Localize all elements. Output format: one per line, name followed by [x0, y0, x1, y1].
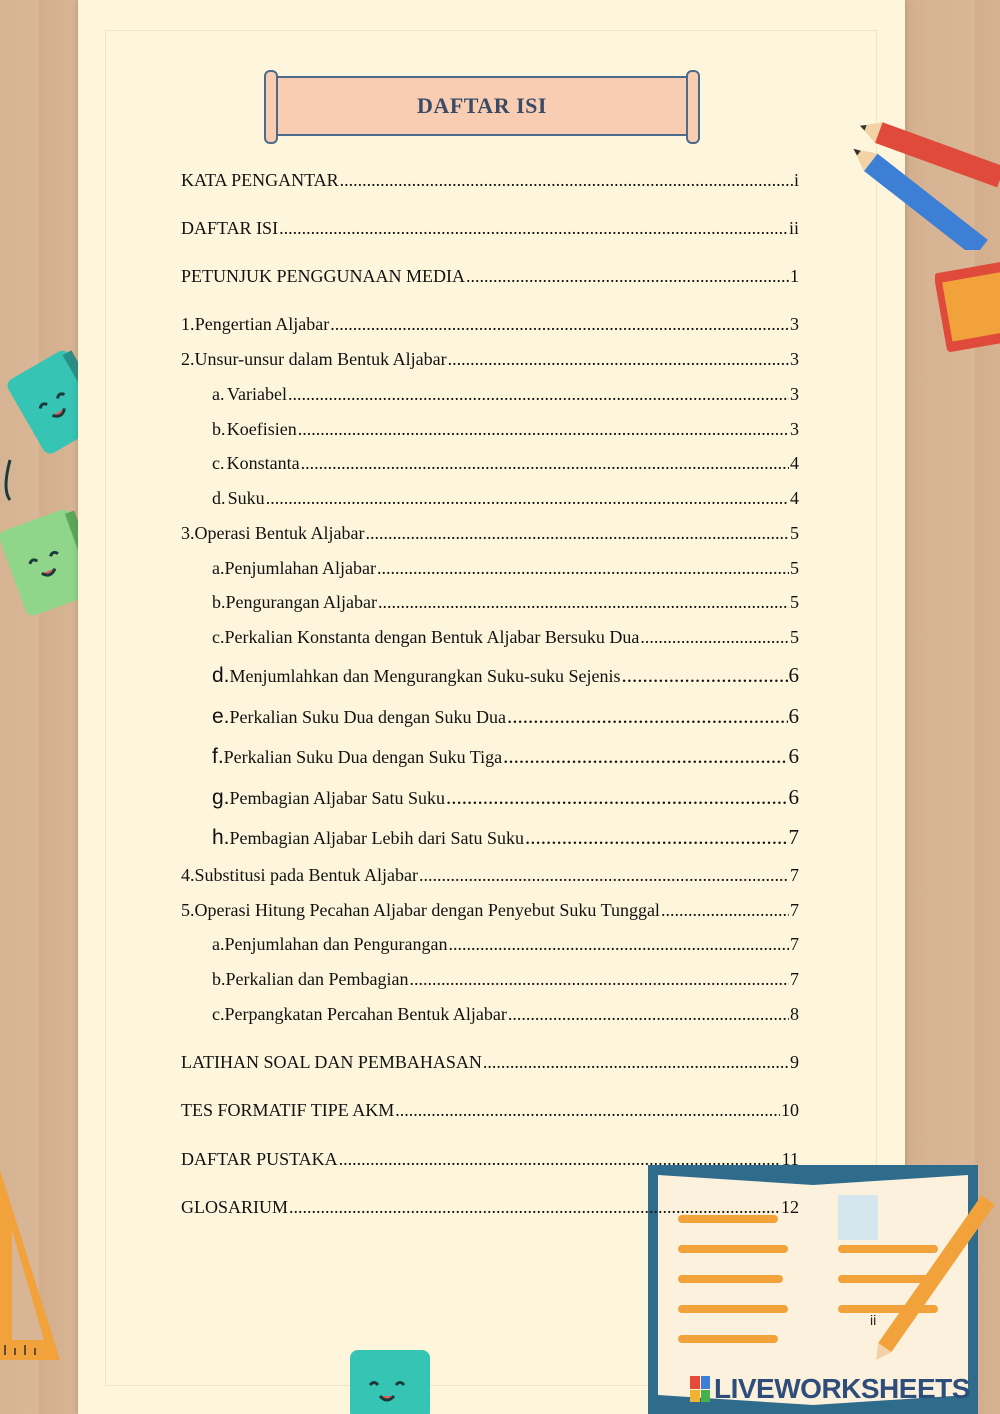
toc-entry-number: b. [212, 592, 226, 612]
toc-entry[interactable] [212, 453, 799, 474]
page-title: DAFTAR ISI [417, 93, 547, 118]
toc-leader-dots [266, 488, 789, 509]
toc-entry-label: Penjumlahan Aljabar [224, 558, 376, 578]
liveworksheets-logo-icon [690, 1376, 710, 1402]
toc-entry-page: 10 [781, 1100, 799, 1120]
toc-leader-dots [448, 934, 789, 955]
toc-entry[interactable] [212, 592, 799, 613]
toc-entry[interactable] [181, 865, 799, 886]
toc-entry-number: c. [212, 1004, 225, 1024]
toc-entry-page: 7 [790, 865, 799, 885]
toc-entry-page: ii [788, 218, 799, 238]
toc-entry-page: 3 [790, 419, 799, 439]
toc-entry[interactable] [212, 384, 799, 405]
toc-entry[interactable] [212, 419, 799, 440]
toc-entry-page: 6 [788, 663, 799, 687]
toc-entry[interactable] [181, 349, 799, 370]
toc-entry-number: a. [212, 558, 225, 578]
toc-entry-page: 8 [790, 1004, 799, 1024]
toc-entry-page: 6 [788, 704, 799, 728]
book-icon [935, 258, 1000, 358]
toc-entry[interactable] [212, 744, 799, 769]
ruler-triangle-icon [0, 1170, 70, 1370]
toc-entry-number: b. [212, 969, 226, 989]
toc-entry-label: KATA PENGANTAR [181, 170, 339, 190]
toc-entry[interactable] [212, 627, 799, 648]
toc-entry-page: 6 [788, 785, 799, 809]
toc-entry-page: 5 [790, 558, 799, 578]
toc-entry[interactable] [212, 1004, 799, 1025]
toc-entry-label: TES FORMATIF TIPE AKM [181, 1100, 395, 1120]
toc-entry-number: d. [212, 664, 230, 687]
toc-leader-dots [395, 1100, 780, 1121]
toc-leader-dots [288, 384, 789, 405]
toc-leader-dots [503, 744, 787, 769]
toc-entry-label: Menjumlahkan dan Mengurangkan Suku-suku Sejenis [229, 666, 621, 686]
toc-entry[interactable] [212, 969, 799, 990]
toc-entry-label: Pembagian Aljabar Satu Suku [229, 788, 445, 808]
toc-entry-page: 4 [790, 488, 799, 508]
toc-entry-label: Perkalian Suku Dua dengan Suku Dua [229, 707, 506, 727]
toc-entry-label: DAFTAR ISI [181, 218, 279, 238]
toc-leader-dots [377, 558, 789, 579]
toc-entry-label: Variabel [227, 384, 287, 404]
toc-entry-label: Perpangkatan Percahan Bentuk Aljabar [224, 1004, 507, 1024]
toc-entry-label: LATIHAN SOAL DAN PEMBAHASAN [181, 1052, 482, 1072]
toc-entry-page: 7 [788, 825, 799, 849]
toc-entry-label: Unsur-unsur dalam Bentuk Aljabar [194, 349, 447, 369]
toc-entry-label: Substitusi pada Bentuk Aljabar [194, 865, 418, 885]
toc-entry-page: 7 [790, 900, 799, 920]
toc-leader-dots [330, 314, 789, 335]
toc-leader-dots [339, 1149, 781, 1170]
toc-entry-number: 2. [181, 349, 195, 369]
toc-entry-number: c. [212, 453, 225, 473]
toc-entry-page: 12 [781, 1197, 799, 1217]
toc-entry-page: 5 [790, 523, 799, 543]
toc-leader-dots [621, 663, 787, 688]
toc-entry[interactable] [212, 558, 799, 579]
toc-entry-label: Perkalian Konstanta dengan Bentuk Aljabar Bersuku Dua [224, 627, 640, 647]
toc-entry-number: h. [212, 826, 230, 849]
toc-entry-page: 9 [790, 1052, 799, 1072]
toc-leader-dots [409, 969, 789, 990]
toc-entry-page: 3 [790, 349, 799, 369]
toc-entry-label: Operasi Bentuk Aljabar [194, 523, 365, 543]
toc-entry-number: b. [212, 419, 226, 439]
toc-entry-page: 7 [790, 969, 799, 989]
toc-entry-number: 1. [181, 314, 195, 334]
toc-entry-page: 7 [790, 934, 799, 954]
toc-entry-number: 3. [181, 523, 195, 543]
toc-entry-label: Pengertian Aljabar [194, 314, 330, 334]
toc-leader-dots [640, 627, 789, 648]
toc-leader-dots [448, 349, 789, 370]
toc-entry[interactable] [212, 785, 799, 810]
toc-leader-dots [378, 592, 789, 613]
toc-entry-number: g. [212, 786, 230, 809]
toc-leader-dots [298, 419, 789, 440]
toc-entry-label: Penjumlahan dan Pengurangan [224, 934, 448, 954]
toc-entry[interactable] [181, 170, 799, 191]
toc-leader-dots [508, 1004, 789, 1025]
toc-leader-dots [507, 704, 788, 729]
toc-entry-page: 3 [790, 314, 799, 334]
toc-entry-label: Koefisien [226, 419, 297, 439]
toc-entry[interactable] [181, 523, 799, 544]
toc-entry-label: PETUNJUK PENGGUNAAN MEDIA [181, 266, 465, 286]
toc-entry-page: 5 [790, 592, 799, 612]
toc-entry-label: Pengurangan Aljabar [225, 592, 377, 612]
toc-leader-dots [483, 1052, 789, 1073]
toc-entry[interactable] [181, 1052, 799, 1073]
toc-entry-number: 5. [181, 900, 195, 920]
toc-entry-page: 3 [790, 384, 799, 404]
toc-entry-number: a. [212, 384, 225, 404]
page-number: ii [870, 1312, 877, 1328]
pencils-icon [835, 110, 1000, 250]
toc-entry[interactable] [181, 1100, 799, 1121]
brand-text: LIVEWORKSHEETS [714, 1373, 970, 1404]
toc-entry-number: f. [212, 745, 224, 768]
toc-entry[interactable] [181, 314, 799, 335]
toc-entry-label: GLOSARIUM [181, 1197, 289, 1217]
toc-entry-label: DAFTAR PUSTAKA [181, 1149, 338, 1169]
toc-entry-label: Operasi Hitung Pecahan Aljabar dengan Penyebut Suku Tunggal [194, 900, 660, 920]
toc-leader-dots [365, 523, 789, 544]
liveworksheets-brand [690, 1373, 970, 1405]
toc-leader-dots [466, 266, 789, 287]
toc-entry[interactable] [212, 825, 799, 850]
toc-entry-number: 4. [181, 865, 195, 885]
toc-leader-dots [289, 1197, 780, 1218]
toc-entry[interactable] [181, 1149, 799, 1170]
toc-leader-dots [446, 785, 788, 810]
toc-leader-dots [419, 865, 789, 886]
toc-entry-label: Perkalian Suku Dua dengan Suku Tiga [223, 747, 503, 767]
toc-leader-dots [279, 218, 788, 239]
toc-entry-number: d. [212, 488, 226, 508]
toc-entry[interactable] [212, 934, 799, 955]
toc-leader-dots [301, 453, 789, 474]
toc-entry-label: Pembagian Aljabar Lebih dari Satu Suku [229, 828, 524, 848]
toc-entry-number: c. [212, 627, 225, 647]
toc-entry-label: Suku [227, 488, 265, 508]
toc-entry-page: 1 [790, 266, 799, 286]
toc-entry-number: e. [212, 705, 230, 728]
toc-entry[interactable] [181, 1197, 799, 1218]
toc-entry-page: 6 [788, 744, 799, 768]
toc-entry[interactable] [212, 704, 799, 729]
toc-entry-label: Konstanta [226, 453, 300, 473]
toc-leader-dots [340, 170, 793, 191]
toc-entry[interactable] [181, 900, 799, 921]
banner-curl-left [264, 70, 278, 144]
toc-leader-dots [525, 825, 788, 850]
toc-entry-page: 11 [781, 1149, 799, 1169]
toc-entry-label: Perkalian dan Pembagian [225, 969, 409, 989]
toc-entry-page: 5 [790, 627, 799, 647]
toc-entry[interactable] [212, 488, 799, 509]
title-banner [270, 76, 694, 136]
book-character-icon-bottom [330, 1330, 450, 1414]
toc-entry[interactable] [181, 218, 799, 239]
toc-entry-page: i [793, 170, 799, 190]
toc-entry[interactable] [212, 663, 799, 688]
toc-entry-number: a. [212, 934, 225, 954]
banner-curl-right [686, 70, 700, 144]
toc-leader-dots [661, 900, 789, 921]
toc-entry[interactable] [181, 266, 799, 287]
toc-entry-page: 4 [790, 453, 799, 473]
